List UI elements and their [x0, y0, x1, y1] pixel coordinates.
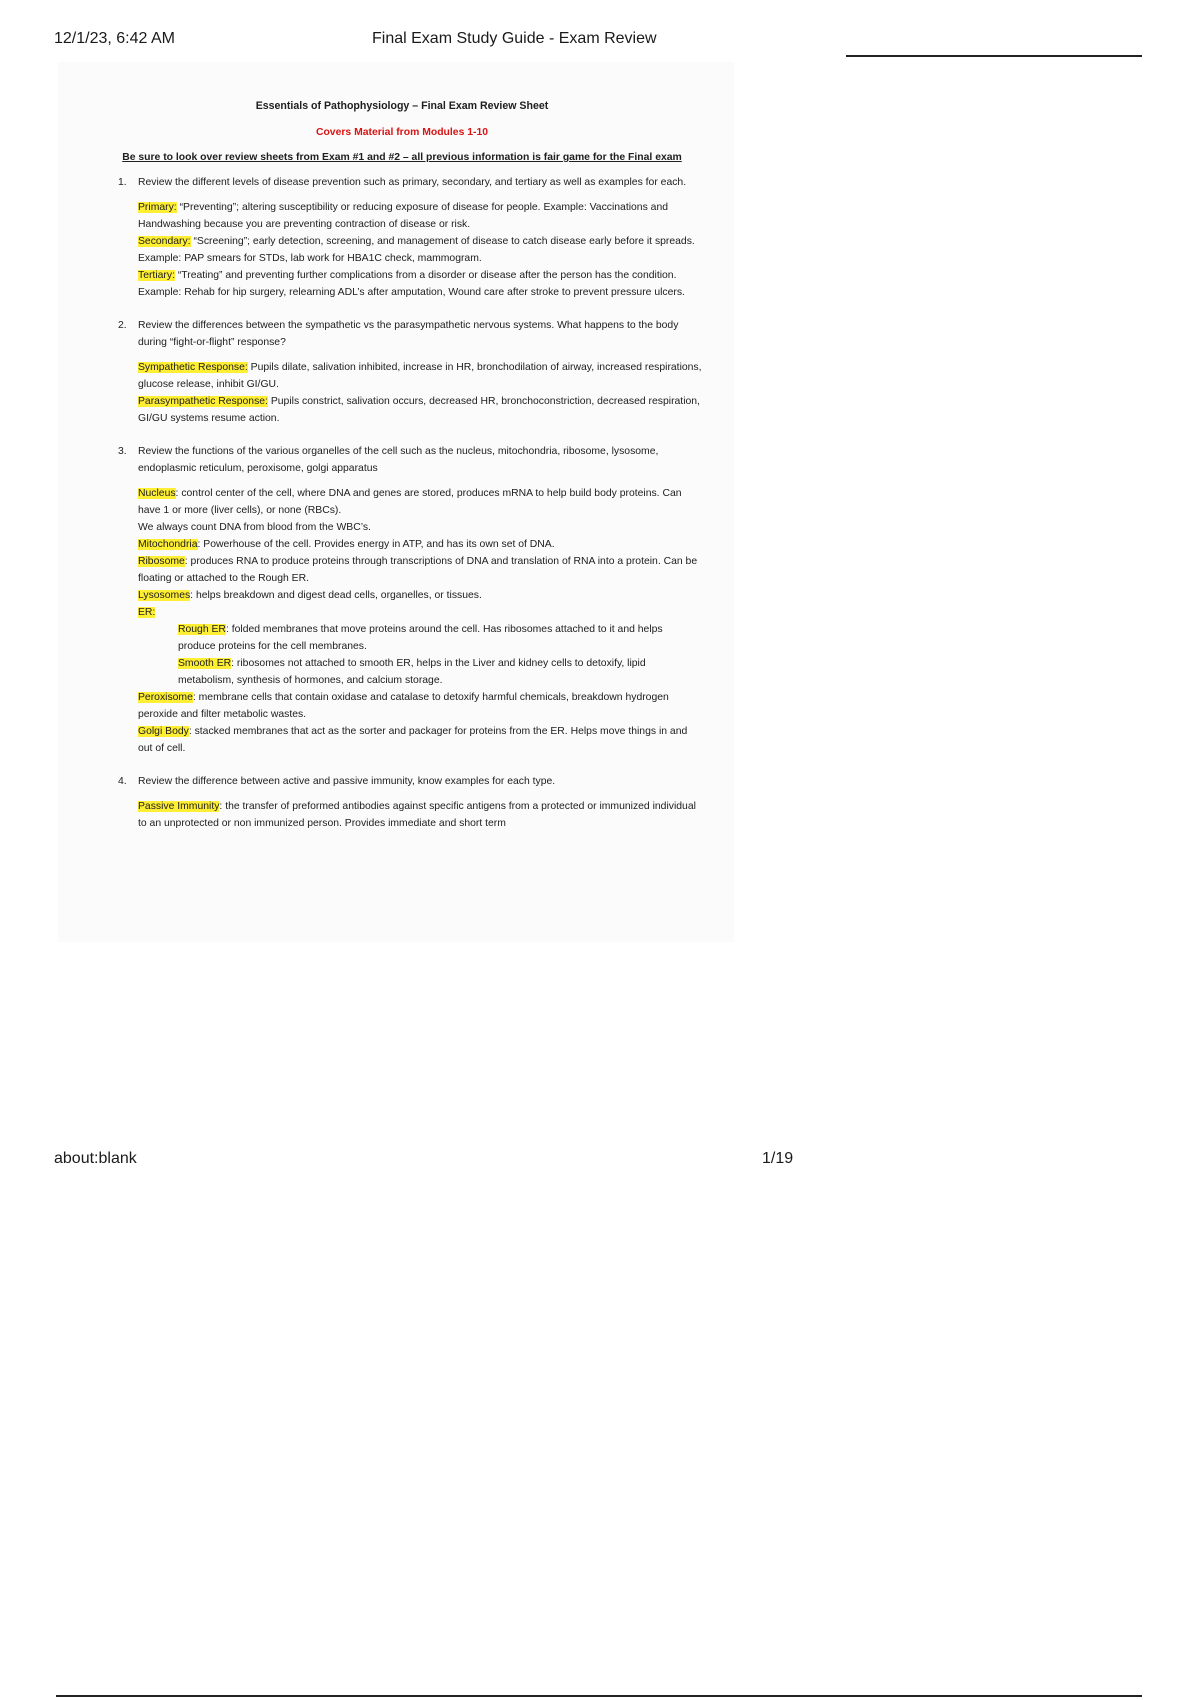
answer-label: Sympathetic Response:	[138, 362, 248, 373]
answer-text: : Powerhouse of the cell. Provides energy in ATP, and has its own set of DNA.	[197, 539, 555, 550]
document-subtitle: Covers Material from Modules 1-10	[315, 127, 489, 138]
answer-text: : membrane cells that contain oxidase and catalase to detoxify harmful chemicals, breakdown hydrogen peroxide and filter metabolic wastes.	[138, 692, 669, 720]
document-note: Be sure to look over review sheets from Exam #1 and #2 – all previous information is fair game for the Final exam	[122, 152, 682, 163]
answer-label: Lysosomes	[138, 590, 191, 601]
answer-3	[102, 485, 702, 757]
question-1	[102, 174, 702, 191]
answer-label: Golgi Body	[138, 726, 189, 737]
question-text: Review the differences between the sympathetic vs the parasympathetic nervous systems. What happens to the body during “fight-or-flight” response?	[138, 320, 679, 348]
question-2	[102, 317, 702, 351]
answer-label: Mitochondria	[138, 539, 198, 550]
answer-text: “Preventing”; altering susceptibility or reducing exposure of disease for people. Example: Vaccinations and Handwashing because you are preventing contraction of disease or risk.	[138, 202, 669, 230]
print-url: about:blank	[54, 1150, 137, 1167]
answer-text: : stacked membranes that act as the sorter and packager for proteins from the ER. Helps move things in and out of cell.	[138, 726, 688, 754]
question-text: Review the different levels of disease prevention such as primary, secondary, and tertiary as well as examples for each.	[138, 177, 687, 188]
question-3	[102, 443, 702, 477]
answer-label: Primary:	[138, 202, 177, 213]
answer-label: Peroxisome	[138, 692, 193, 703]
answer-text: : ribosomes not attached to smooth ER, helps in the Liver and kidney cells to detoxify, lipid metabolism, synthesis of hormones, and calcium storage.	[178, 658, 646, 686]
question-number: 3.	[118, 446, 127, 457]
answer-text: : folded membranes that move proteins around the cell. Has ribosomes attached to it and helps produce proteins for the cell membranes.	[178, 624, 663, 652]
question-4	[102, 773, 702, 790]
answer-1	[102, 199, 702, 301]
answer-text: We always count DNA from blood from the WBC’s.	[138, 522, 371, 533]
page-number: 1/19	[762, 1150, 794, 1167]
answer-text: “Screening”; early detection, screening, and management of disease to catch disease early before it spreads. Example: PAP smears for STDs, lab work for HBA1C check, mammogram.	[138, 236, 695, 264]
answer-4	[102, 798, 702, 832]
question-text: Review the functions of the various organelles of the cell such as the nucleus, mitochondria, ribosome, lysosome, endoplasmic reticulum, peroxisome, golgi apparatus	[138, 446, 659, 474]
answer-text: : control center of the cell, where DNA and genes are stored, produces mRNA to help build body proteins. Can have 1 or more (liver cells), or none (RBCs).	[138, 488, 682, 516]
answer-text: “Treating” and preventing further complications from a disorder or disease after the person has the condition. Example: Rehab for hip surgery, relearning ADL’s after amputation, Wound care after stroke to prevent pressure ulcers.	[138, 270, 685, 298]
print-title: Final Exam Study Guide - Exam Review	[372, 30, 657, 47]
answer-label: Passive Immunity	[138, 801, 220, 812]
answer-text: : the transfer of preformed antibodies against specific antigens from a protected or immunized individual to an unprotected or non immunized person. Provides immediate and short term	[138, 801, 696, 829]
answer-label: Rough ER	[178, 624, 226, 635]
answer-label: Ribosome	[138, 556, 185, 567]
document-content	[102, 98, 702, 832]
answer-label: ER:	[138, 607, 156, 618]
answer-label: Tertiary:	[138, 270, 175, 281]
print-footer	[54, 1150, 814, 1174]
question-number: 4.	[118, 776, 127, 787]
document-title: Essentials of Pathophysiology – Final Exam Review Sheet	[255, 100, 549, 112]
answer-text: : produces RNA to produce proteins through transcriptions of DNA and translation of RNA into a protein. Can be floating or attached to the Rough ER.	[138, 556, 698, 584]
print-header	[54, 30, 1144, 60]
question-number: 1.	[118, 177, 127, 188]
answer-text: Pupils constrict, salivation occurs, decreased HR, bronchoconstriction, decreased respiration, GI/GU systems resume action.	[138, 396, 700, 424]
question-number: 2.	[118, 320, 127, 331]
answer-label: Parasympathetic Response:	[138, 396, 268, 407]
header-rule	[846, 55, 1142, 57]
answer-label: Smooth ER	[178, 658, 232, 669]
question-text: Review the difference between active and passive immunity, know examples for each type.	[138, 776, 556, 787]
answer-2	[102, 359, 702, 427]
answer-text: Pupils dilate, salivation inhibited, increase in HR, bronchodilation of airway, increased respirations, glucose release, inhibit GI/GU.	[138, 362, 702, 390]
answer-label: Secondary:	[138, 236, 191, 247]
answer-label: Nucleus	[138, 488, 176, 499]
answer-text: : helps breakdown and digest dead cells, organelles, or tissues.	[190, 590, 482, 601]
print-date: 12/1/23, 6:42 AM	[54, 30, 175, 47]
bottom-rule	[56, 1695, 1142, 1697]
